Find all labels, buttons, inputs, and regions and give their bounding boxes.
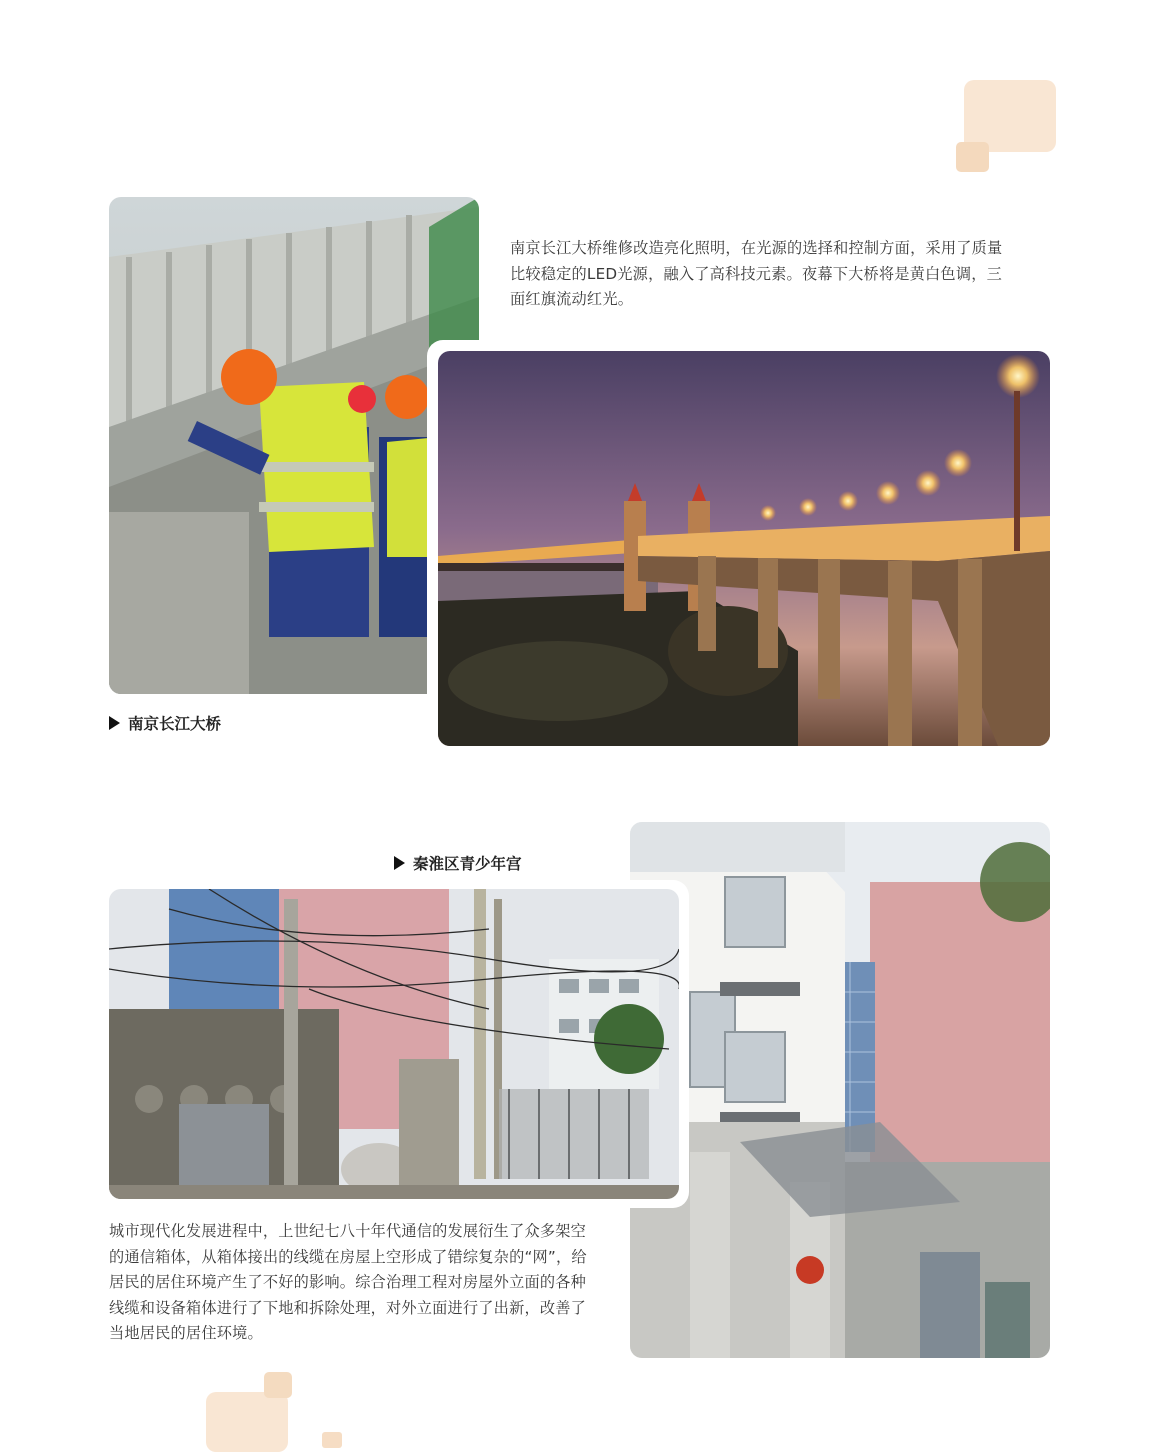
caption-triangle-icon <box>109 716 120 730</box>
deco-square-small <box>956 142 989 172</box>
renovated-building-photo <box>630 822 1050 1358</box>
youth-palace-caption <box>394 852 522 874</box>
wires-treatment-paragraph: 城市现代化发展进程中，上世纪七八十年代通信的发展衍生了众多架空的通信箱体，从箱体接出的线缆在房屋上空形成了错综复杂的“网”，给居民的居住环境产生了不好的影响。综合治理工程对房屋外立面的各种线缆和设备箱体进行了下地和拆除处理，对外立面进行了出新，改善了当地居民的居住环境。 <box>109 1222 587 1342</box>
bridge-night-photo <box>438 351 1050 746</box>
workers-on-bridge-photo <box>109 197 479 694</box>
youth-palace-caption-text: 秦淮区青少年宫 <box>413 855 522 873</box>
bridge-caption <box>109 712 221 734</box>
overhead-wires-photo <box>109 889 679 1199</box>
bridge-caption-text: 南京长江大桥 <box>128 715 222 733</box>
deco-square-bottom <box>206 1392 288 1452</box>
bridge-lighting-paragraph: 南京长江大桥维修改造亮化照明，在光源的选择和控制方面，采用了质量比较稳定的LED光源，融入了高科技元素。夜幕下大桥将是黄白色调，三面红旗流动红光。 <box>510 239 1003 308</box>
deco-square-bottom-tiny <box>322 1432 342 1448</box>
deco-square-bottom-small <box>264 1372 292 1398</box>
caption-triangle-icon <box>394 856 405 870</box>
